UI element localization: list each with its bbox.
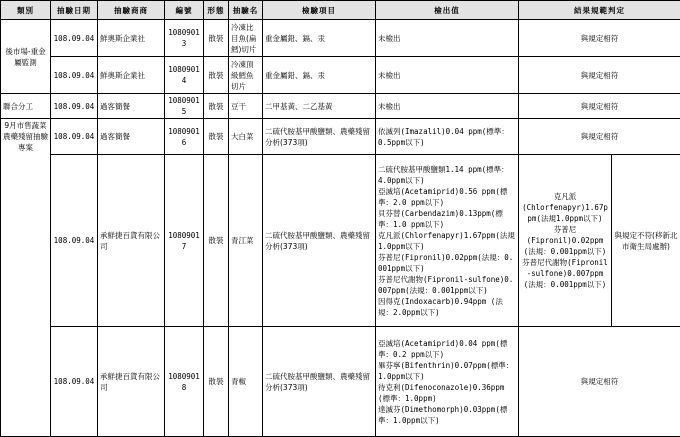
date-cell: 108.09.04 bbox=[51, 20, 98, 57]
table-row bbox=[1, 119, 680, 155]
name-cell: 豆干 bbox=[229, 94, 263, 119]
judgment-note-cell: 與規定不符(移新北市衛生局處辦) bbox=[612, 155, 680, 327]
judgment-detail-line: 芬普尼 bbox=[521, 224, 609, 235]
items-cell: 二甲基黃、二乙基黃 bbox=[263, 94, 376, 119]
date-cell: 108.09.04 bbox=[51, 57, 98, 94]
vendor-cell: 過客簡餐 bbox=[98, 119, 165, 155]
result-line: 亞滅培(Acetamiprid)0.56 ppm(標準：2.0 ppm以下) bbox=[378, 186, 516, 208]
result-line: 克凡派(Chlorfenapyr)1.67ppm(法規1.0ppm以下) bbox=[378, 230, 516, 252]
items-cell: 二硫代胺基甲酸鹽類、農藥殘留分析(373項) bbox=[263, 327, 376, 437]
result-line: 芬普尼代謝物(Fipronil-sulfone)0.007ppm(法規：0.001ppm以下) bbox=[378, 274, 516, 296]
judgment-detail-line: 芬普尼代謝物(Fipronil-sulfone)0.007ppm(法規：0.001ppm以下) bbox=[521, 257, 609, 290]
category-cell: 9月市售蔬菜農藥殘留抽驗專案 bbox=[1, 119, 51, 437]
form-cell: 散裝 bbox=[204, 20, 229, 57]
table-row bbox=[1, 327, 680, 437]
judgment-detail-line: 克凡派 bbox=[521, 191, 609, 202]
result-line: 亞滅培(Acetamiprid)0.04 ppm(標準：0.2 ppm以下) bbox=[378, 338, 516, 360]
judgment-cell: 與規定相符 bbox=[519, 119, 680, 155]
form-cell: 散裝 bbox=[204, 327, 229, 437]
items-cell: 重金屬鉛、鎘、汞 bbox=[263, 20, 376, 57]
form-cell: 散裝 bbox=[204, 119, 229, 155]
header-result: 檢出值 bbox=[376, 1, 519, 20]
table-row bbox=[1, 57, 680, 94]
result-cell bbox=[376, 155, 519, 327]
result-cell: 未檢出 bbox=[376, 20, 519, 57]
code-cell: 10809018 bbox=[165, 327, 204, 437]
result-line: 二硫代胺基甲酸鹽類1.14 ppm(標準：4.0ppm以下) bbox=[378, 164, 516, 186]
date-cell: 108.09.04 bbox=[51, 155, 98, 327]
result-cell bbox=[376, 327, 519, 437]
judgment-cell: 與規定相符 bbox=[519, 20, 680, 57]
judgment-cell: 與規定相符 bbox=[519, 57, 680, 94]
date-cell: 108.09.04 bbox=[51, 94, 98, 119]
code-cell: 10809015 bbox=[165, 94, 204, 119]
name-cell: 青江菜 bbox=[229, 155, 263, 327]
vendor-cell: 承鮮捷百貨有限公司 bbox=[98, 155, 165, 327]
category-cell: 聯合分工 bbox=[1, 94, 51, 119]
name-cell: 冷凍頂級鱈魚切片 bbox=[229, 57, 263, 94]
table-row bbox=[1, 155, 680, 327]
header-name: 抽驗名 bbox=[229, 1, 263, 20]
judgment-detail-cell bbox=[519, 155, 612, 327]
judgment-detail-line: (Fipronil)0.02ppm(法規：0.001ppm以下) bbox=[521, 235, 609, 257]
header-items: 檢驗項目 bbox=[263, 1, 376, 20]
form-cell: 散裝 bbox=[204, 94, 229, 119]
header-row bbox=[1, 1, 680, 20]
items-cell: 重金屬鉛、鎘、汞 bbox=[263, 57, 376, 94]
items-cell: 二硫代胺基甲酸鹽類、農藥殘留分析(373項) bbox=[263, 155, 376, 327]
name-cell: 冷凍比目魚(扁鱈)切片 bbox=[229, 20, 263, 57]
items-cell: 二硫代胺基甲酸鹽類、農藥殘留分析(373項) bbox=[263, 119, 376, 155]
result-cell: 依滅列(Imazalil)0.04 ppm(標準：0.5ppm以下) bbox=[376, 119, 519, 155]
form-cell: 散裝 bbox=[204, 155, 229, 327]
judgment-cell: 與規定相符 bbox=[519, 94, 680, 119]
category-cell: 後市場-重金屬監測 bbox=[1, 20, 51, 94]
header-judgment: 結果規範判定 bbox=[519, 1, 680, 20]
result-line: 達滅芬(Dimethomorph)0.03ppm(標準：1.0ppm以下) bbox=[378, 404, 516, 426]
header-form: 形態 bbox=[204, 1, 229, 20]
result-line: 因得克(Indoxacarb)0.94ppm (法規：2.0ppm以下) bbox=[378, 296, 516, 318]
date-cell: 108.09.04 bbox=[51, 327, 98, 437]
code-cell: 10809016 bbox=[165, 119, 204, 155]
header-code: 編號 bbox=[165, 1, 204, 20]
result-line: 待克利(Difenoconazole)0.36ppm(標準：1.0ppm) bbox=[378, 382, 516, 404]
judgment-detail-line: (Chlorfenapyr)1.67ppm(法規1.0ppm以下) bbox=[521, 202, 609, 224]
vendor-cell: 過客簡餐 bbox=[98, 94, 165, 119]
result-line: 芬普尼(Fipronil)0.02ppm(法規：0.001ppm以下) bbox=[378, 252, 516, 274]
result-cell: 未檢出 bbox=[376, 94, 519, 119]
name-cell: 大白菜 bbox=[229, 119, 263, 155]
result-line: 貝芬替(Carbendazim)0.13ppm(標準：1.0 ppm以下) bbox=[378, 208, 516, 230]
code-cell: 10809017 bbox=[165, 155, 204, 327]
judgment-cell: 與規定相符 bbox=[519, 327, 680, 437]
header-date: 抽驗日期 bbox=[51, 1, 98, 20]
header-category: 類別 bbox=[1, 1, 51, 20]
code-cell: 10809013 bbox=[165, 20, 204, 57]
code-cell: 10809014 bbox=[165, 57, 204, 94]
table-row bbox=[1, 94, 680, 119]
date-cell: 108.09.04 bbox=[51, 119, 98, 155]
table-row bbox=[1, 20, 680, 57]
vendor-cell: 鮮奧斯企業社 bbox=[98, 57, 165, 94]
name-cell: 青椒 bbox=[229, 327, 263, 437]
vendor-cell: 承鮮捷百貨有限公司 bbox=[98, 327, 165, 437]
header-vendor: 抽驗商商 bbox=[98, 1, 165, 20]
result-cell: 未檢出 bbox=[376, 57, 519, 94]
form-cell: 散裝 bbox=[204, 57, 229, 94]
result-line: 畢芬寧(Bifenthrin)0.07ppm(標準：1.0ppm以下) bbox=[378, 360, 516, 382]
vendor-cell: 鮮奧斯企業社 bbox=[98, 20, 165, 57]
